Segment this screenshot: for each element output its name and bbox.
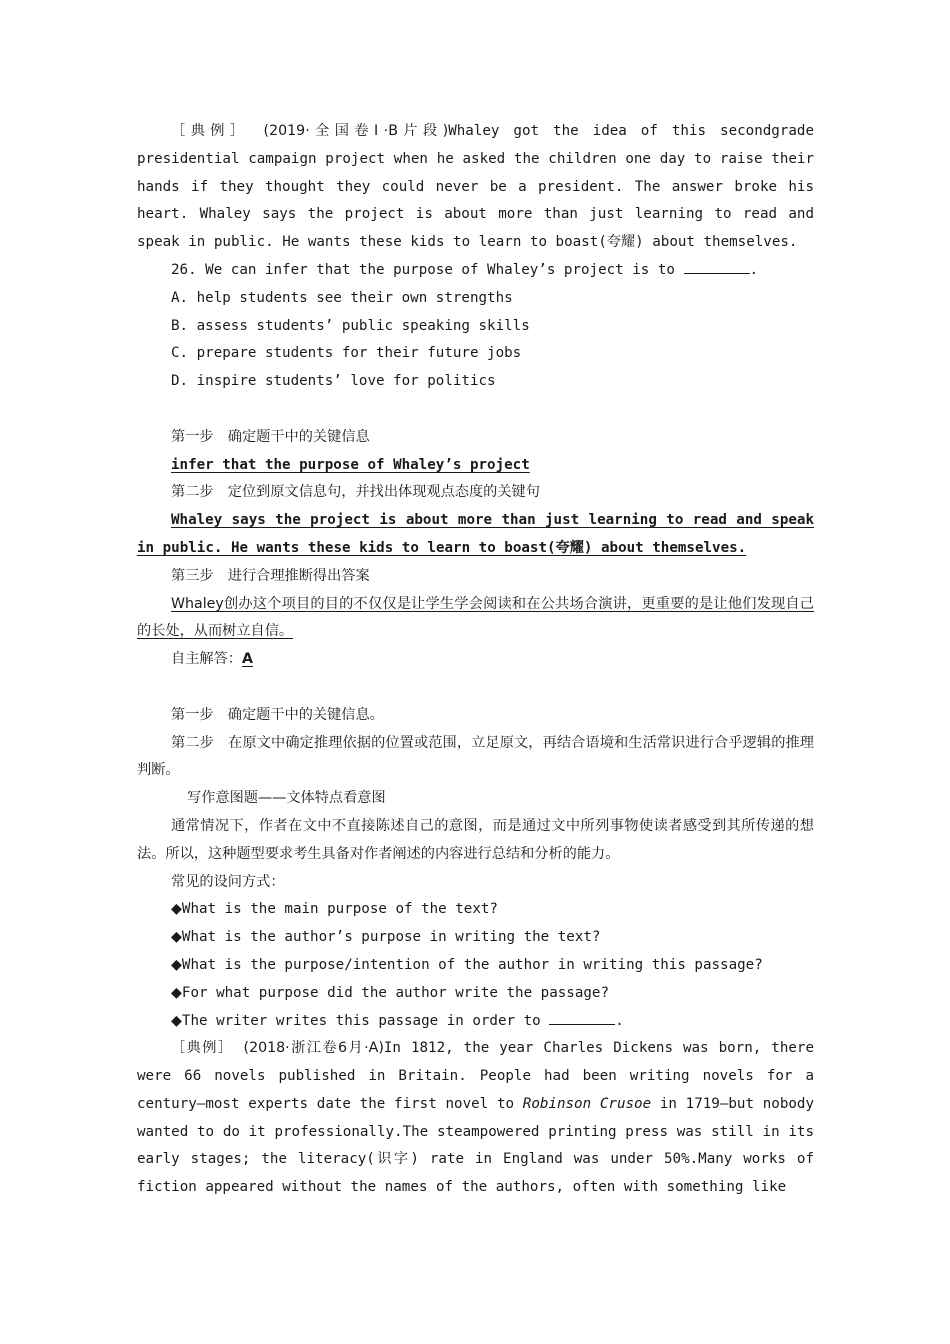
example-source: (2019·全国卷Ⅰ·B片段) <box>263 123 449 139</box>
section-intro: 通常情况下，作者在文中不直接陈述自己的意图，而是通过文中所列事物使读者感受到其所传递的想法。所以，这种题型要求考生具备对作者阐述的内容进行总结和分析的能力。 <box>137 817 814 862</box>
analysis-step2-label: 第二步 定位到原文信息句，并找出体现观点态度的关键句 <box>171 484 540 501</box>
answer-value: A <box>241 651 253 668</box>
book-title: Robinson Crusoe <box>522 1095 652 1112</box>
example1-paragraph <box>137 118 814 257</box>
self-answer: 自主解答：A <box>171 651 253 668</box>
analysis-step1-label: 第一步 确定题干中的关键信息 <box>171 428 370 445</box>
common-question: ◆What is the purpose/intention of the author in writing this passage? <box>171 956 763 973</box>
document-page <box>137 118 814 1202</box>
answer-blank <box>549 1010 615 1025</box>
common-questions-label: 常见的设问方式： <box>171 873 285 890</box>
common-question: ◆For what purpose did the author write the passage? <box>171 984 610 1001</box>
option-b: B. assess students’ public speaking skills <box>171 317 530 334</box>
example-tag: ［典例］ <box>171 1040 234 1057</box>
common-question: ◆The writer writes this passage in order to . <box>137 1008 814 1036</box>
method-step1: 第一步 确定题干中的关键信息。 <box>171 706 384 723</box>
bullet-icon: ◆ <box>171 929 182 946</box>
option-a: A. help students see their own strengths <box>171 289 513 306</box>
analysis-step3-label: 第三步 进行合理推断得出答案 <box>171 567 370 584</box>
common-question: ◆What is the author’s purpose in writing the text? <box>171 929 601 946</box>
bullet-icon: ◆ <box>171 984 182 1001</box>
analysis-step2-text: Whaley says the project is about more than just learning to read and speak in public. He wants these kids to learn to boast(夸耀) about themselves. <box>137 512 814 556</box>
example-tag: ［典例］ <box>171 123 250 139</box>
bullet-icon: ◆ <box>171 956 182 973</box>
analysis-step1-text: infer that the purpose of Whaley’s project <box>171 456 530 473</box>
example2-paragraph: ［典例］ (2018·浙江卷6月·A)In 1812, the year Charles Dickens was born, there were 66 novels published in Britain. People had been writing novels for a century—most experts date the first novel to Robinson Crusoe in 1719—but nobody wanted to do it professionally.The steampowered printing press was still in its early stages; the literacy(识字) rate in England was under 50%.Many works of fiction appeared without the names of the authors, often with something like <box>137 1040 815 1196</box>
example-source: (2018·浙江卷6月·A) <box>243 1040 384 1057</box>
bullet-icon: ◆ <box>171 1012 182 1029</box>
option-c: C. prepare students for their future jobs <box>171 345 522 362</box>
common-question: ◆What is the main purpose of the text? <box>171 901 498 918</box>
analysis-step3-text: Whaley创办这个项目的目的不仅仅是让学生学会阅读和在公共场合演讲，更重要的是让他们发现自己的长处，从而树立自信。 <box>137 595 814 640</box>
question-stem: 26. We can infer that the purpose of Whaley’s project is to . <box>137 257 814 285</box>
answer-blank <box>684 259 750 274</box>
section-heading: 写作意图题——文体特点看意图 <box>187 790 386 807</box>
method-step2: 第二步 在原文中确定推理依据的位置或范围，立足原文，再结合语境和生活常识进行合乎逻辑的推理判断。 <box>137 734 814 779</box>
bullet-icon: ◆ <box>171 901 182 918</box>
example1-passage: Whaley got the idea of this secondgrade presidential campaign project when he asked the children one day to raise their hands if they thought they could never be a president. The answer broke his heart. Whaley says the project is about more than just learning to read and speak in public. He wants these kids to learn to boast(夸耀) about themselves. <box>137 123 814 251</box>
option-d: D. inspire students’ love for politics <box>171 373 496 390</box>
